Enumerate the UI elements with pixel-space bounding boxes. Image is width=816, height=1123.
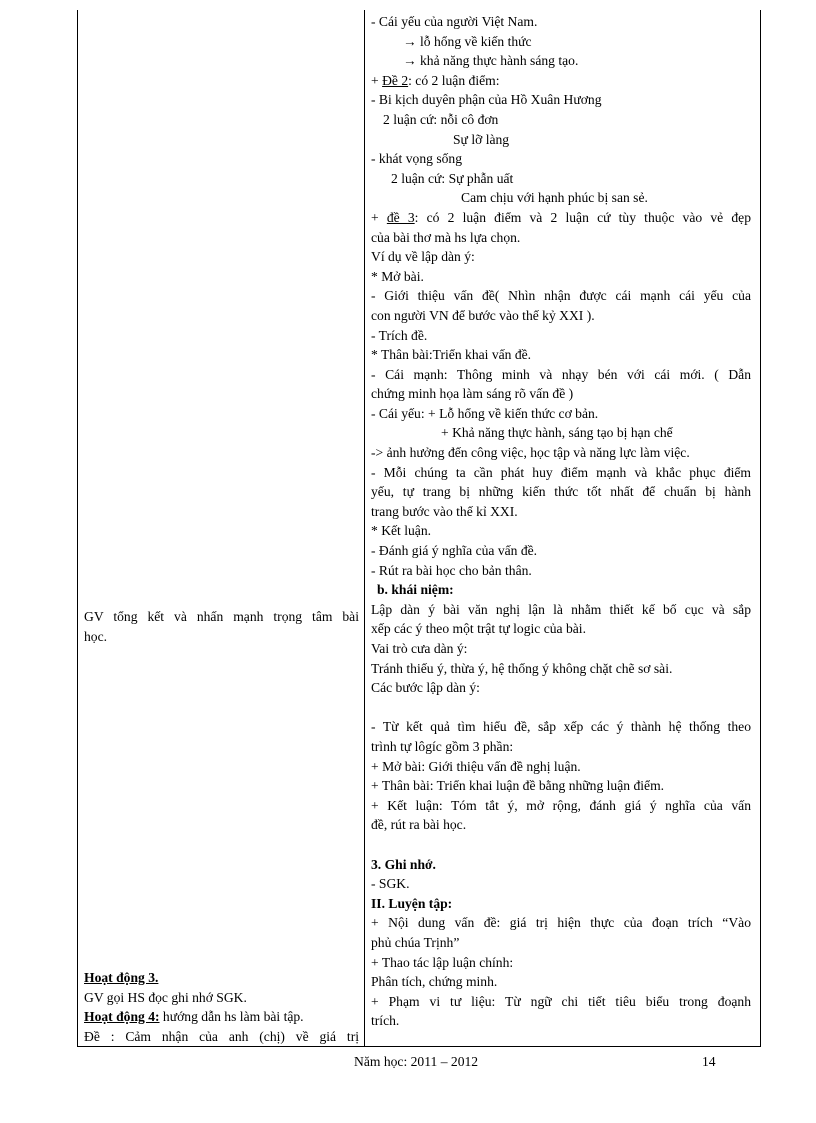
text-line: phủ chúa Trịnh” <box>371 934 460 950</box>
text-line: - SGK. <box>371 876 410 892</box>
text-line: Tránh thiếu ý, thừa ý, hệ thống ý không chặt chẽ sơ sài. <box>371 660 673 676</box>
text-line: - Cái yếu: + Lỗ hổng về kiến thức cơ bản. <box>371 405 599 421</box>
text-line: Các bước lập dàn ý: <box>371 680 480 696</box>
text-line: con người VN để bước vào thế kỷ XXI ). <box>371 307 595 323</box>
text-line: đề, rút ra bài học. <box>371 817 467 833</box>
text-line: trích. <box>371 1013 400 1029</box>
text-line: - khát vọng sống <box>371 151 462 167</box>
page-number: 14 <box>702 1054 716 1069</box>
text-line: của bài thơ mà hs lựa chọn. <box>371 229 521 245</box>
text-line: 2 luận cứ: Sự phẫn uất <box>391 170 514 186</box>
text-line: * Mở bài. <box>371 268 424 284</box>
text-line: trang bước vào thế kỉ XXI. <box>371 503 518 519</box>
text-line: - Cái yếu của người Việt Nam. <box>371 14 538 29</box>
text-line: 3. Ghi nhớ. <box>371 856 436 872</box>
text-line: 2 luận cứ: nỗi cô đơn <box>383 111 499 127</box>
text-line: + Đề 2: có 2 luận điểm: <box>371 72 500 88</box>
teacher-activity-column-lower <box>84 968 359 1046</box>
text-line: xếp các ý theo một trật tự logic của bài. <box>371 621 586 637</box>
text-line: GV gọi HS đọc ghi nhớ SGK. <box>84 989 247 1005</box>
text-line: → lỗ hổng về kiến thức <box>403 33 532 49</box>
column-divider <box>364 10 365 1046</box>
text-line: Vai trò cưa dàn ý: <box>371 641 468 656</box>
teacher-activity-column <box>84 607 359 646</box>
text-line: + Kết luận: Tóm tắt ý, mở rộng, đánh giá ý nghĩa của vấn <box>371 797 751 813</box>
content-table <box>77 10 761 1047</box>
text-line: * Kết luận. <box>371 523 432 539</box>
text-line: + Thao tác lập luận chính: <box>371 954 514 970</box>
text-line: b. khái niệm: <box>377 582 454 598</box>
text-line <box>371 698 751 718</box>
text-line: * Thân bài:Triển khai vấn đề. <box>371 347 532 363</box>
lesson-content-column <box>371 12 751 1031</box>
text-line: + Nội dung vấn đề: giá trị hiện thực của đoạn trích “Vào <box>371 915 751 931</box>
text-line: II. Luyện tập: <box>371 895 453 911</box>
text-line: - Rút ra bài học cho bản thân. <box>371 562 532 578</box>
text-line: + Thân bài: Triển khai luận đề bằng những luận điểm. <box>371 778 665 794</box>
text-line: - Bi kịch duyên phận của Hồ Xuân Hương <box>371 92 602 108</box>
text-line: Lập dàn ý bài văn nghị lận là nhằm thiết kế bố cục và sắp <box>371 601 751 617</box>
school-year: Năm học: 2011 – 2012 <box>354 1054 479 1069</box>
text-line: Đề : Cảm nhận của anh (chị) về giá trị <box>84 1028 359 1044</box>
text-line: Ví dụ về lập dàn ý: <box>371 249 475 265</box>
text-line: - Từ kết quả tìm hiểu đề, sắp xếp các ý thành hệ thống theo <box>371 719 751 735</box>
text-line: Sự lỡ làng <box>453 131 510 147</box>
text-line: yếu, tự trang bị những kiến thức tốt nhất để chuẩn bị hành <box>371 484 751 500</box>
text-line: - Mỗi chúng ta cần phát huy điểm mạnh và khắc phục điểm <box>371 464 751 480</box>
text-line: + đề 3: có 2 luận điểm và 2 luận cứ tùy thuộc vào vẻ đẹp <box>371 209 751 225</box>
text-line: - Giới thiệu vấn đề( Nhìn nhận được cái mạnh cái yếu của <box>371 288 751 304</box>
text-line: Cam chịu với hạnh phúc bị san sẻ. <box>461 190 648 206</box>
text-line: + Phạm vi tư liệu: Từ ngữ chi tiết tiêu biểu trong đoạnh <box>371 993 751 1009</box>
text-line: - Đánh giá ý nghĩa của vấn đề. <box>371 543 538 559</box>
text-line: → khả năng thực hành sáng tạo. <box>403 53 579 69</box>
text-line: GV tổng kết và nhấn mạnh trọng tâm bài <box>84 609 359 624</box>
text-line: học. <box>84 628 108 644</box>
text-line <box>371 835 751 855</box>
text-line: trình tự lôgíc gồm 3 phần: <box>371 738 514 754</box>
text-line: Phân tích, chứng minh. <box>371 974 498 990</box>
text-line: chứng minh họa làm sáng rõ vấn đề ) <box>371 386 574 402</box>
text-line: - Trích đề. <box>371 327 428 343</box>
text-line: - Cái mạnh: Thông minh và nhạy bén với cái mới. ( Dẫn <box>371 366 751 382</box>
text-line: + Mở bài: Giới thiệu vấn đề nghị luận. <box>371 758 581 774</box>
text-line: + Khả năng thực hành, sáng tạo bị hạn chế <box>441 425 673 441</box>
text-line: Hoạt động 4: hướng dẫn hs làm bài tập. <box>84 1009 304 1025</box>
text-line: -> ảnh hưởng đến công việc, học tập và năng lực làm việc. <box>371 445 690 461</box>
text-line: Hoạt động 3. <box>84 970 159 985</box>
